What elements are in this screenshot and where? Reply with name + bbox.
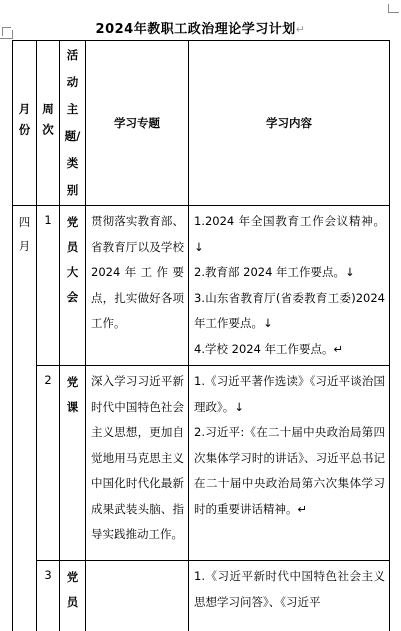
document-title-text: 2024年教职工政治理论学习计划 bbox=[95, 22, 296, 37]
table-row bbox=[13, 366, 390, 561]
document-title bbox=[0, 18, 401, 37]
header-month-label: 月份 bbox=[17, 102, 32, 144]
topic-cell bbox=[86, 561, 189, 631]
header-content bbox=[189, 41, 390, 206]
crop-mark-top-right bbox=[388, 4, 399, 13]
header-activity bbox=[60, 41, 86, 206]
topic-cell bbox=[86, 206, 189, 366]
header-week bbox=[37, 41, 60, 206]
week-value: 1 bbox=[44, 213, 52, 227]
category-value: 党员 bbox=[66, 570, 79, 609]
header-week-label: 周次 bbox=[41, 102, 55, 144]
category-cell bbox=[60, 561, 86, 631]
study-plan-table bbox=[12, 40, 390, 631]
content-item: 2.习近平:《在二十届中央政治局第四次集体学习时的讲话》、习近平总书记在二十届中央政治局第六次集体学习时的重要讲话精神。↵ bbox=[194, 425, 385, 516]
topic-cell bbox=[86, 366, 189, 561]
content-cell bbox=[189, 366, 390, 561]
category-value: 党员大会 bbox=[66, 215, 79, 304]
month-value: 四月 bbox=[18, 215, 31, 253]
topic-text: 贯彻落实教育部、省教育厅以及学校2024年工作要点，扎实做好各项工作。 bbox=[91, 214, 184, 330]
category-cell bbox=[60, 366, 86, 561]
content-item: 2.教育部 2024 年工作要点。↓ bbox=[194, 265, 355, 279]
content-list bbox=[189, 366, 389, 524]
week-cell bbox=[37, 206, 60, 366]
content-item: 1.《习近平新时代中国特色社会主义思想学习问答》、《习近平 bbox=[194, 569, 385, 609]
table-header-row bbox=[13, 41, 390, 206]
header-content-label: 学习内容 bbox=[266, 116, 312, 130]
week-cell bbox=[37, 561, 60, 631]
week-value: 3 bbox=[44, 568, 52, 582]
category-value: 党课 bbox=[66, 375, 79, 414]
paragraph-mark: ↵ bbox=[295, 23, 306, 36]
week-cell bbox=[37, 366, 60, 561]
header-activity-label: 活动主题/类别 bbox=[64, 48, 81, 197]
content-cell bbox=[189, 206, 390, 366]
topic-text bbox=[86, 561, 188, 566]
topic-text: 深入学习习近平新时代中国特色社会主义思想，更加自觉地用马克思主义中国化时代化最新成果武装头脑、指导实践推动工作。 bbox=[91, 374, 184, 541]
week-value: 2 bbox=[44, 373, 52, 387]
header-topic-label: 学习专题 bbox=[114, 116, 160, 130]
content-item: 1.2024 年全国教育工作会议精神。↓ bbox=[194, 214, 385, 254]
header-topic bbox=[86, 41, 189, 206]
content-item: 3.山东省教育厅(省委教育工委)2024 年工作要点。↓ bbox=[194, 290, 385, 330]
table-row bbox=[13, 561, 390, 631]
content-list bbox=[189, 561, 389, 617]
table-row bbox=[13, 206, 390, 366]
content-item: 1.《习近平著作选读》《习近平谈治国理政》。↓ bbox=[194, 374, 385, 414]
content-item: 4.学校 2024 年工作要点。↵ bbox=[194, 341, 344, 356]
category-cell bbox=[60, 206, 86, 366]
month-cell bbox=[13, 206, 37, 631]
content-list bbox=[189, 206, 389, 364]
header-month bbox=[13, 41, 37, 206]
content-cell bbox=[189, 561, 390, 631]
